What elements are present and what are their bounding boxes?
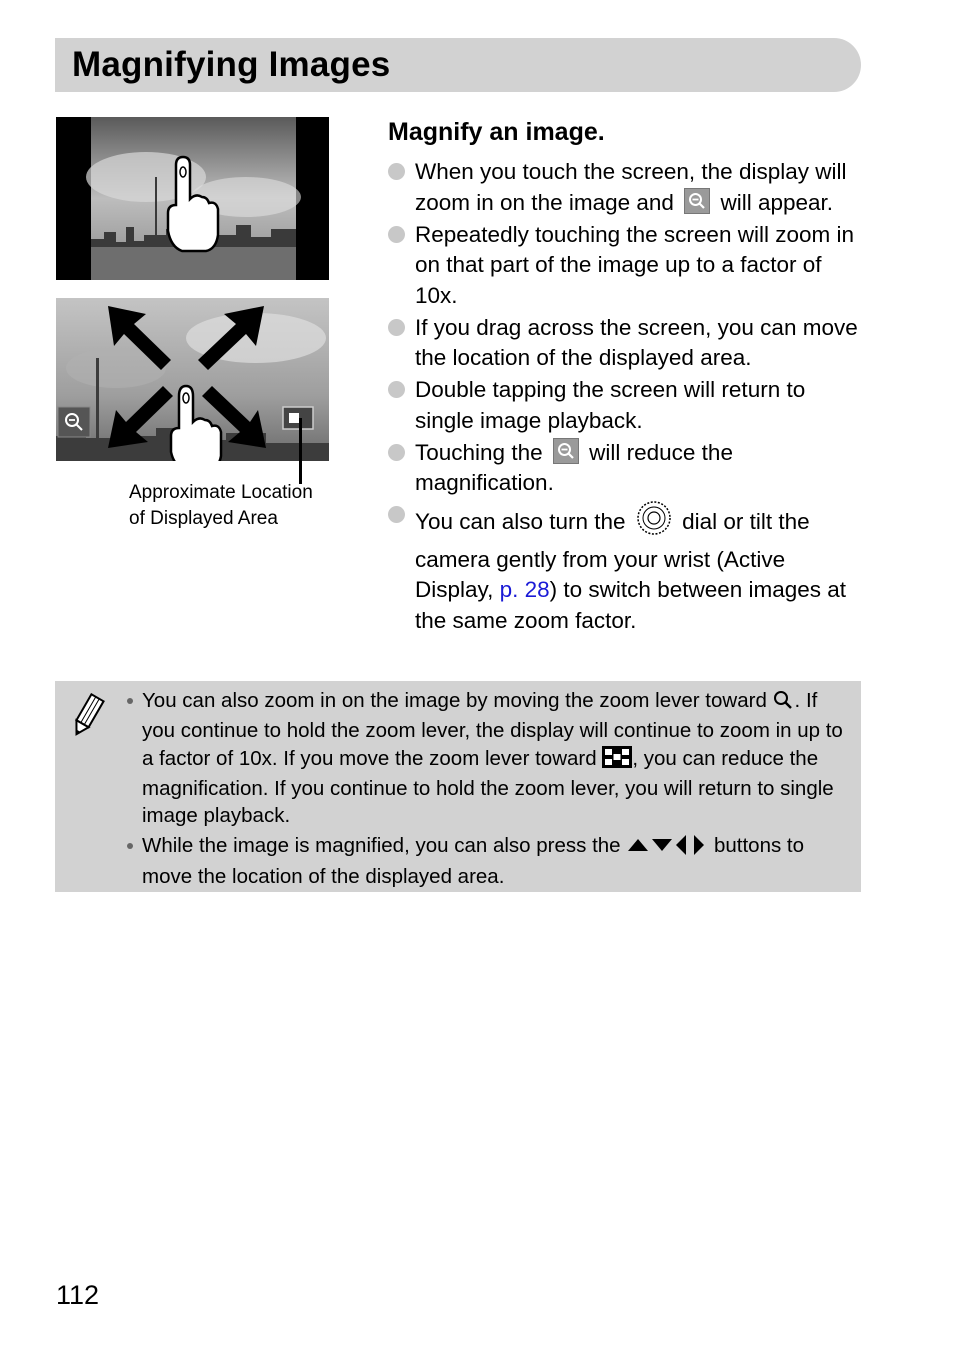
caption-line-1: Approximate Location: [129, 482, 313, 503]
caption-line-2: of Displayed Area: [129, 508, 278, 529]
page-number: 112: [56, 1280, 100, 1310]
telephoto-magnifier-icon: [773, 690, 795, 717]
bullet-text: ) to switch between images at the same zoom factor.: [415, 577, 847, 633]
bullet-text: When you touch the screen, the display will zoom in on the image and: [415, 159, 847, 215]
list-item: [388, 313, 868, 374]
page-reference-link[interactable]: p. 28: [499, 577, 550, 602]
note-item: [127, 687, 847, 829]
direction-buttons-icon: [626, 835, 708, 862]
note-text: You can also zoom in on the image by moving the zoom lever toward: [142, 689, 767, 712]
touch-zoom-illustration: [56, 117, 329, 280]
note-text: , you can reduce the magnification. If you continue to hold the zoom lever, you will return to single image playback.: [142, 746, 834, 828]
instruction-list: [388, 157, 868, 638]
note-text: . If you continue to hold the zoom lever, the display will continue to zoom in up to a factor of 10x. If you move the zoom lever toward: [142, 689, 843, 770]
list-item: [388, 220, 868, 312]
title-bar: [55, 38, 861, 92]
list-item: [388, 375, 868, 436]
note-box: [55, 681, 861, 892]
bullet-text: You can also turn the: [415, 509, 626, 534]
page-title: Magnifying Images: [72, 45, 391, 84]
bullet-text: will reduce the magnification.: [415, 439, 733, 495]
bullet-text: If you drag across the screen, you can move the location of the displayed area.: [415, 314, 858, 370]
note-text: While the image is magnified, you can also press the: [142, 834, 621, 858]
index-display-icon: [602, 746, 632, 775]
bullet-text: Touching the: [415, 439, 543, 465]
bullet-text: will appear.: [720, 189, 834, 215]
bullet-text: Repeatedly touching the screen will zoom in on that part of the image up to a factor of 10x.: [415, 221, 854, 308]
note-text: buttons to move the location of the displayed area.: [142, 834, 805, 888]
drag-move-illustration: [56, 298, 329, 461]
note-item: [127, 832, 847, 890]
callout-line: [299, 418, 302, 484]
section-heading: Magnify an image.: [388, 118, 605, 146]
control-dial-icon: [636, 500, 672, 545]
list-item: [388, 500, 868, 636]
bullet-text: dial or tilt the camera gently from your wrist (Active Display,: [415, 509, 810, 602]
list-item: [388, 157, 868, 218]
figure-caption: [129, 480, 339, 532]
zoom-out-icon: [684, 188, 710, 214]
list-item: [388, 438, 868, 499]
pencil-icon: [67, 693, 107, 744]
zoom-out-icon: [553, 438, 579, 464]
note-list: [127, 687, 847, 893]
bullet-text: Double tapping the screen will return to single image playback.: [415, 377, 806, 433]
